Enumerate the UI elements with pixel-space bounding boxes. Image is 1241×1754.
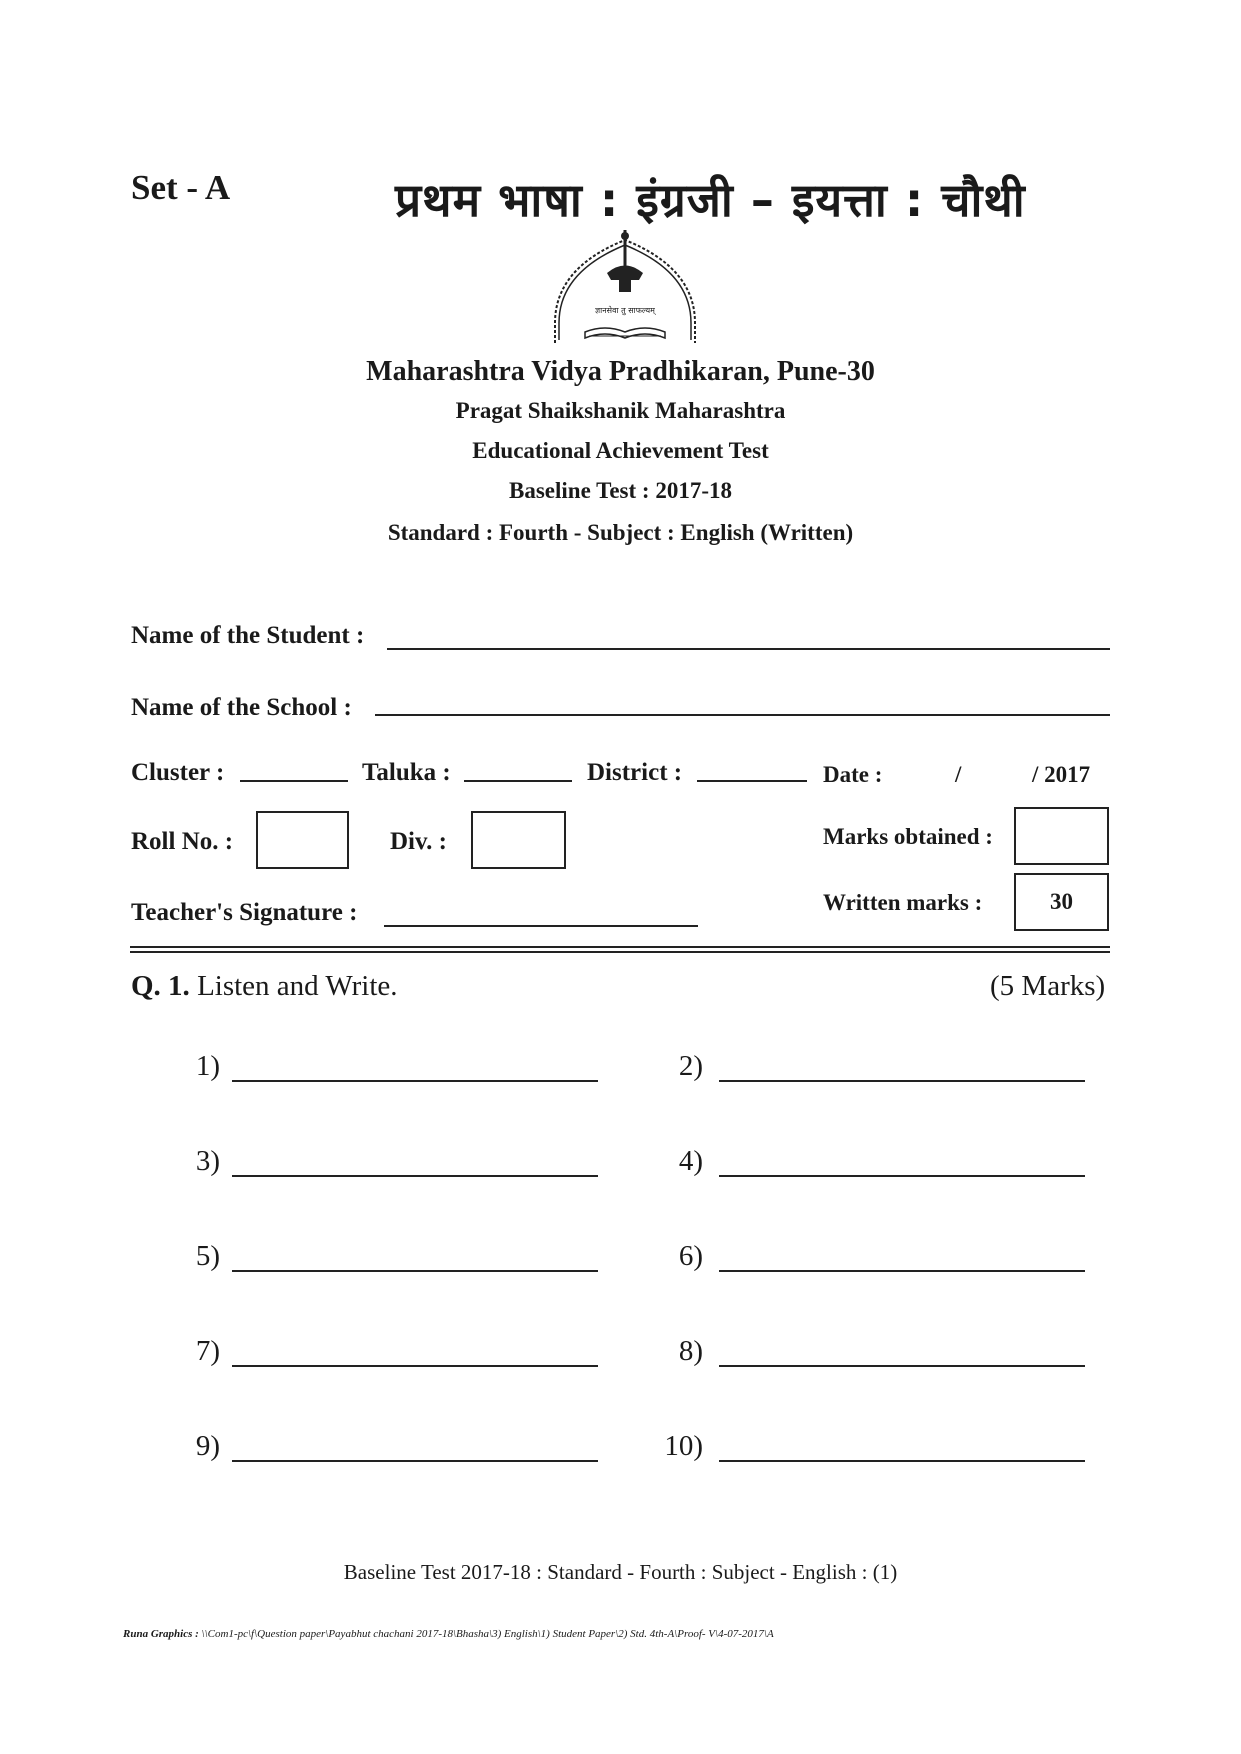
question-heading xyxy=(131,970,398,1003)
printer-path: \\Com1-pc\f\Question paper\Payabhut chachani 2017-18\Bhasha\3) English\1) Student Paper\2) Std. 4th-A\Proof- V\4-07-2017\A xyxy=(201,1628,774,1640)
page-footer: Baseline Test 2017-18 : Standard - Fourth : Subject - English : (1) xyxy=(343,1560,898,1584)
answer-line[interactable] xyxy=(232,1270,598,1272)
written-marks-label: Written marks : xyxy=(823,890,983,915)
question-marks: (5 Marks) xyxy=(990,970,1106,1002)
answer-number: 2) xyxy=(678,1050,703,1082)
answer-line[interactable] xyxy=(719,1080,1085,1082)
cluster-field[interactable] xyxy=(240,780,348,782)
answer-number: 9) xyxy=(195,1430,220,1462)
teacher-signature-field[interactable] xyxy=(384,925,698,927)
div-label: Div. : xyxy=(390,828,447,855)
written-marks-box: 30 xyxy=(1014,873,1109,931)
answer-number: 4) xyxy=(678,1145,703,1177)
div-box[interactable] xyxy=(471,811,566,869)
district-label: District : xyxy=(587,759,683,786)
answer-number: 10) xyxy=(664,1430,703,1462)
answer-line[interactable] xyxy=(232,1080,598,1082)
marks-obtained-label: Marks obtained : xyxy=(823,824,993,849)
answer-line[interactable] xyxy=(719,1270,1085,1272)
printer-credit xyxy=(123,1628,774,1640)
printer-label: Runa Graphics : xyxy=(123,1628,199,1640)
cluster-label: Cluster : xyxy=(131,759,225,786)
answer-line[interactable] xyxy=(232,1175,598,1177)
answer-line[interactable] xyxy=(719,1460,1085,1462)
answer-number: 7) xyxy=(195,1335,220,1367)
divider-top xyxy=(130,946,1110,948)
emblem-logo xyxy=(545,228,705,348)
marathi-title: प्रथम भाषा : इंग्रजी – इयत्ता : चौथी xyxy=(395,173,1026,227)
roll-no-label: Roll No. : xyxy=(131,828,234,855)
date-label: Date : xyxy=(823,762,883,787)
school-name-field[interactable] xyxy=(375,714,1110,716)
date-separator: / xyxy=(955,762,962,787)
org-line-3: Educational Achievement Test xyxy=(472,438,769,463)
answer-number: 3) xyxy=(195,1145,220,1177)
answer-line[interactable] xyxy=(719,1365,1085,1367)
question-text: Listen and Write. xyxy=(197,970,398,1002)
divider-bottom xyxy=(130,951,1110,953)
org-line-2: Pragat Shaikshanik Maharashtra xyxy=(455,398,786,423)
org-name: Maharashtra Vidya Pradhikaran, Pune-30 xyxy=(366,356,875,387)
student-name-label: Name of the Student : xyxy=(131,622,365,649)
answer-line[interactable] xyxy=(232,1460,598,1462)
answer-number: 8) xyxy=(678,1335,703,1367)
teacher-signature-label: Teacher's Signature : xyxy=(131,899,358,926)
date-year: / 2017 xyxy=(1032,762,1091,787)
roll-no-box[interactable] xyxy=(256,811,349,869)
org-line-4: Baseline Test : 2017-18 xyxy=(509,478,732,503)
district-field[interactable] xyxy=(697,780,807,782)
school-name-label: Name of the School : xyxy=(131,694,352,721)
set-label: Set - A xyxy=(131,168,231,207)
logo-motto: ज्ञानसेवा तु साफल्यम् xyxy=(595,306,655,315)
question-number: Q. 1. xyxy=(131,970,190,1002)
answer-number: 6) xyxy=(678,1240,703,1272)
student-name-field[interactable] xyxy=(387,648,1110,650)
marks-obtained-box[interactable] xyxy=(1014,807,1109,865)
taluka-label: Taluka : xyxy=(362,759,451,786)
answer-line[interactable] xyxy=(719,1175,1085,1177)
org-line-5: Standard : Fourth - Subject : English (Written) xyxy=(387,520,854,545)
answer-number: 1) xyxy=(195,1050,220,1082)
taluka-field[interactable] xyxy=(464,780,572,782)
answer-line[interactable] xyxy=(232,1365,598,1367)
answer-number: 5) xyxy=(195,1240,220,1272)
